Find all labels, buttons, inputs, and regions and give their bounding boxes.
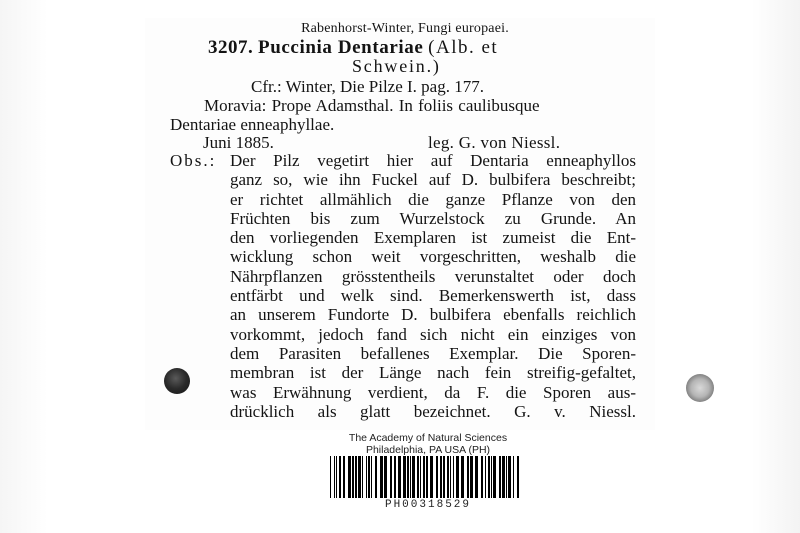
collector: leg. G. von Niessl. <box>428 133 561 152</box>
barcode-bar <box>447 456 449 498</box>
species-name: Puccinia Dentariae <box>258 37 424 58</box>
barcode-bar <box>348 456 351 498</box>
barcode-bar <box>440 456 442 498</box>
barcode-bar <box>355 456 357 498</box>
barcode-bar <box>334 456 335 498</box>
institution-stamp <box>318 432 538 456</box>
barcode-bar <box>502 456 505 498</box>
barcode-bar <box>450 456 451 498</box>
barcode-bar <box>394 456 396 498</box>
barcode-bar <box>506 456 507 498</box>
barcode-bar <box>390 456 392 498</box>
obs-line: an unserem Fundorte D. bulbifera ebenfalls reichlich <box>230 305 636 325</box>
obs-line: membran ist der Länge nach fein streifig-gefaltet, <box>230 363 636 383</box>
species-authority-continued: Schwein.) <box>352 56 441 76</box>
barcode-bar <box>380 456 383 498</box>
observations-text <box>230 151 636 421</box>
barcode-bar <box>436 456 438 498</box>
barcode-bar <box>358 456 361 498</box>
barcode-bar <box>493 456 496 498</box>
obs-line: wicklung schon weit vorgeschritten, weshalb die <box>230 247 636 267</box>
barcode-bar <box>485 456 486 498</box>
institution-location: Philadelphia, PA USA (PH) <box>365 444 491 456</box>
obs-line: was Erwähnung verdient, da F. die Sporen aus- <box>230 382 636 402</box>
obs-line: den vorliegenden Exemplaren ist zumeist die Ent- <box>230 228 636 248</box>
obs-line: ganz so, wie ihn Fuckel auf D. bulbifera beschreibt; <box>230 170 636 190</box>
collection-date: Juni 1885. <box>203 133 274 152</box>
barcode-bar <box>384 456 387 498</box>
institution-name: The Academy of Natural Sciences <box>348 432 508 444</box>
obs-line: Nährpflanzen grösstentheils verunstaltet oder doch <box>230 266 636 286</box>
barcode-bar <box>366 456 367 498</box>
barcode-bar <box>339 456 341 498</box>
barcode-bar <box>362 456 363 498</box>
obs-line: dem Parasiten befallenes Exemplar. Die Sporen- <box>230 343 636 363</box>
obs-line: drücklich als glatt bezeichnet. G. v. Niessl. <box>230 401 636 421</box>
barcode-bar <box>343 456 345 498</box>
barcode-bar <box>456 456 459 498</box>
barcode-bar <box>423 456 425 498</box>
barcode-bar <box>368 456 370 498</box>
barcode-bar <box>426 456 428 498</box>
obs-line: vorkommt, jedoch fand sich nicht ein einziges von <box>230 324 636 344</box>
mounting-pin-dark <box>164 368 190 394</box>
barcode-bar <box>412 456 415 498</box>
species-authority: (Alb. et <box>428 37 499 58</box>
barcode-bar <box>407 456 409 498</box>
barcode-bar <box>491 456 492 498</box>
barcode-bar <box>453 456 454 498</box>
barcode-bar <box>443 456 445 498</box>
locality-line-1: Moravia: Prope Adamsthal. In foliis caulibusque <box>204 96 540 115</box>
barcode-bar <box>417 456 419 498</box>
barcode-number: PH00318529 <box>384 499 471 511</box>
observations-label: Obs.: <box>170 151 217 170</box>
barcode-bar <box>488 456 490 498</box>
series-title: Rabenhorst-Winter, Fungi europaei. <box>301 21 509 36</box>
barcode-bar <box>475 456 478 498</box>
barcode-bar <box>330 456 331 498</box>
obs-line: entfärbt und welk sind. Bemerkenswerth ist, dass <box>230 286 636 306</box>
barcode-bar <box>410 456 411 498</box>
obs-line: Der Pilz vegetirt hier auf Dentaria enneaphyllos <box>230 151 636 170</box>
barcode-bar <box>371 456 372 498</box>
exsiccata-number: 3207. <box>208 37 254 58</box>
barcode-bar <box>420 456 421 498</box>
barcode-bar <box>470 456 473 498</box>
obs-line: er richtet allmählich die ganze Pflanze von den <box>230 189 636 209</box>
barcode-bar <box>517 456 519 498</box>
barcode-bar <box>467 456 469 498</box>
barcode-bar <box>513 456 514 498</box>
locality-line-2: Dentariae enneaphyllae. <box>170 115 335 134</box>
barcode-bar <box>430 456 433 498</box>
barcode-bar <box>508 456 511 498</box>
barcode-bar <box>375 456 377 498</box>
mounting-pin-light <box>686 374 714 402</box>
barcode-bar <box>398 456 401 498</box>
barcode-bar <box>352 456 354 498</box>
barcode-bar <box>403 456 406 498</box>
barcode <box>330 456 526 498</box>
obs-line: Früchten bis zum Wurzelstock zu Grunde. An <box>230 208 636 228</box>
barcode-bar <box>336 456 337 498</box>
reference-line: Cfr.: Winter, Die Pilze I. pag. 177. <box>251 77 484 96</box>
barcode-bar <box>481 456 483 498</box>
barcode-bar <box>461 456 464 498</box>
barcode-bar <box>499 456 501 498</box>
